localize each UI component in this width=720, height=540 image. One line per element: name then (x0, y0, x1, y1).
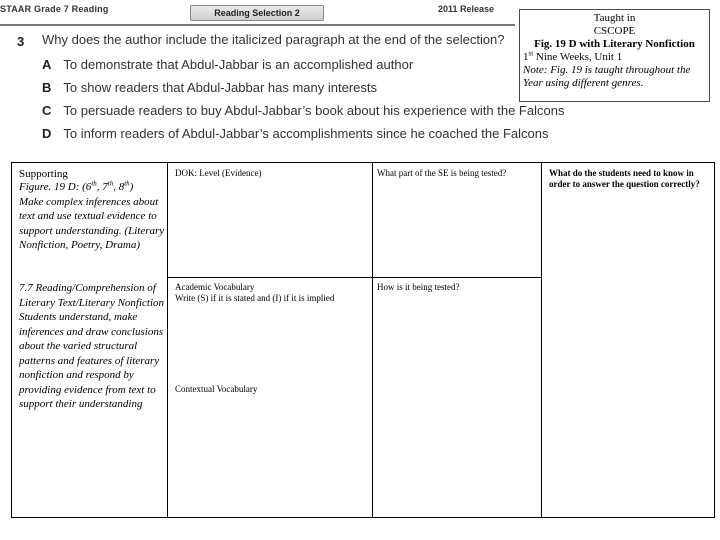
col-divider (167, 163, 168, 517)
question-text: Why does the author include the italicized paragraph at the end of the selection? (42, 32, 505, 47)
figure-description: Make complex inferences about text and use textual evidence to support understanding. (Literary Nonfiction, Poetry, Drama) (19, 195, 165, 251)
cscope-note: Note: Fig. 19 is taught throughout the Year using different genres. (523, 64, 691, 89)
selection-label: Reading Selection 2 (190, 5, 324, 21)
col-divider (541, 163, 542, 517)
question-number: 3 (17, 34, 25, 49)
option-text: To show readers that Abdul-Jabbar has many interests (63, 80, 378, 95)
option-b (42, 80, 377, 95)
academic-vocab-cell (175, 282, 369, 304)
option-c (42, 103, 564, 118)
supporting-cell (19, 169, 165, 253)
option-d (42, 126, 549, 141)
option-a (42, 57, 413, 72)
cscope-line2: CSCOPE (593, 25, 636, 37)
release-label: 2011 Release (438, 4, 495, 14)
se-question-label: What part of the SE is being tested? (377, 168, 507, 178)
option-text: To demonstrate that Abdul-Jabbar is an accomplished author (63, 57, 414, 72)
figure-label: Figure. 19 D: (6th, 7th, 8th) (19, 179, 134, 193)
cscope-fig-title: Fig. 19 D with Literary Nonfiction (534, 38, 695, 50)
academic-vocab-title: Academic Vocabulary (175, 282, 255, 292)
cscope-weeks: 1st Nine Weeks, Unit 1 (523, 49, 623, 63)
option-letter: C (42, 103, 52, 118)
option-text: To persuade readers to buy Abdul-Jabbar’s book about his experience with the Falcons (63, 103, 565, 118)
option-letter: D (42, 126, 52, 141)
header-rule (0, 24, 515, 26)
option-letter: A (42, 57, 52, 72)
how-tested-label: How is it being tested? (377, 282, 460, 292)
col-divider (372, 163, 373, 517)
se-cell (19, 281, 165, 412)
test-label: STAAR Grade 7 Reading (0, 4, 109, 14)
se-title: 7.7 Reading/Comprehension of Literary Text/Literary Nonfiction (19, 282, 165, 309)
option-text: To inform readers of Abdul-Jabbar’s accomplishments since he coached the Falcons (63, 126, 549, 141)
analysis-table (11, 162, 715, 518)
row-divider (167, 277, 541, 278)
supporting-title: Supporting (19, 168, 68, 180)
contextual-vocab-label: Contextual Vocabulary (175, 384, 258, 394)
option-letter: B (42, 80, 52, 95)
se-description: Students understand, make inferences and draw conclusions about the varied structural patterns and features of literary nonfiction and respond by providing evidence from text to support their understanding (19, 311, 164, 410)
cscope-box (519, 9, 710, 102)
dok-label: DOK: Level (Evidence) (175, 168, 262, 178)
academic-vocab-desc: Write (S) if it is stated and (I) if it is implied (175, 293, 335, 303)
cscope-line1: Taught in (593, 12, 636, 24)
need-to-know-label: What do the students need to know in order to answer the question correctly? (549, 168, 700, 189)
